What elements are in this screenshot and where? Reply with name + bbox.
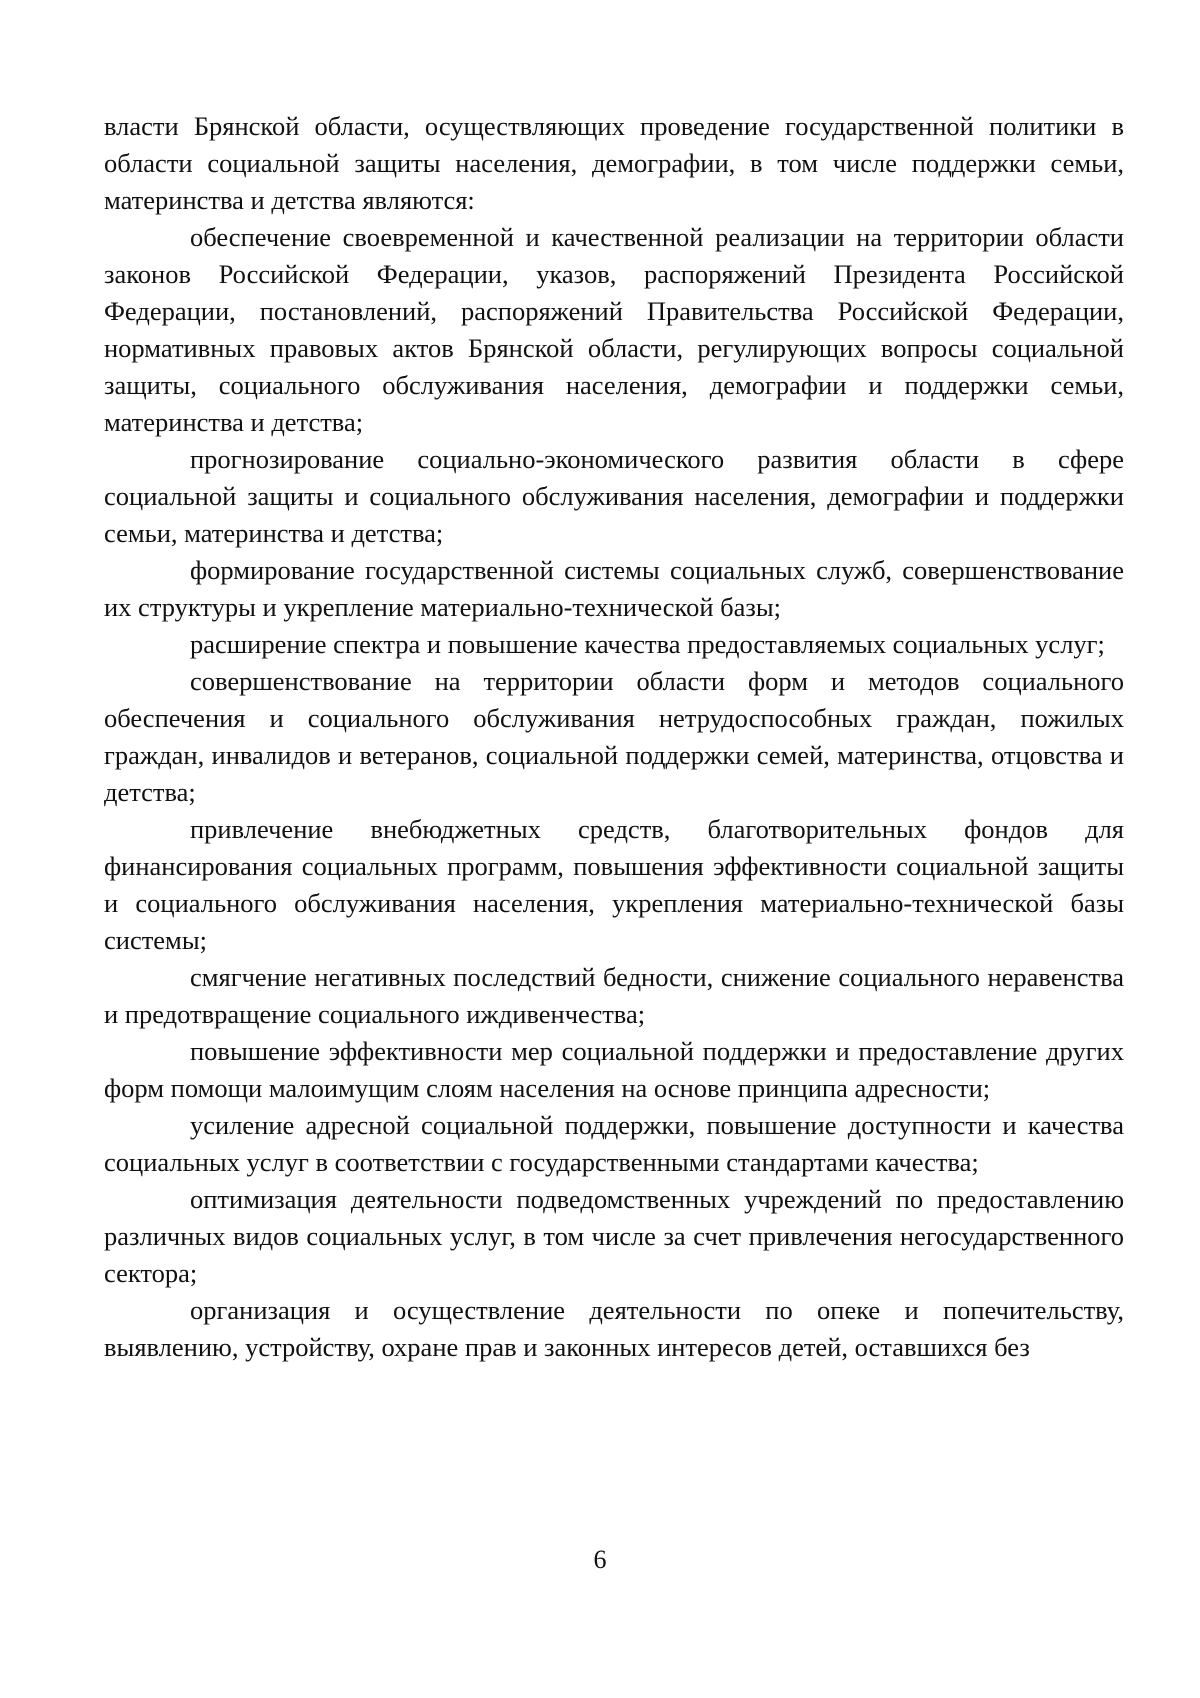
list-item-3: формирование государственной системы социальных служб, совершенствование их структуры и укрепление материально-технической базы;: [104, 555, 1124, 622]
list-item-4: расширение спектра и повышение качества предоставляемых социальных услуг;: [190, 629, 1105, 659]
list-item-1: обеспечение своевременной и качественной реализации на территории области законов Российской Федерации, указов, распоряжений Президента Российской Федерации, постановлений, распоряжений Правительства Российской Федерации, нормативных правовых актов Брянской области, регулирующих вопросы социальной защиты, социального обслуживания населения, демографии и поддержки семьи, материнства и детства;: [104, 222, 1124, 437]
list-item-11: организация и осуществление деятельности по опеке и попечительству, выявлению, устройству, охране прав и законных интересов детей, оставшихся без: [104, 1295, 1124, 1362]
list-item-5: совершенствование на территории области форм и методов социального обеспечения и социального обслуживания нетрудоспособных граждан, пожилых граждан, инвалидов и ветеранов, социальной поддержки семей, материнства, отцовства и детства;: [104, 666, 1124, 807]
list-item-10: оптимизация деятельности подведомственных учреждений по предоставлению различных видов социальных услуг, в том числе за счет привлечения негосударственного сектора;: [104, 1184, 1124, 1288]
list-item-9: усиление адресной социальной поддержки, повышение доступности и качества социальных услуг в соответствии с государственными стандартами качества;: [104, 1110, 1124, 1177]
list-item-2: прогнозирование социально-экономического развития области в сфере социальной защиты и социального обслуживания населения, демографии и поддержки семьи, материнства и детства;: [104, 444, 1124, 548]
intro-paragraph: власти Брянской области, осуществляющих проведение государственной политики в области социальной защиты населения, демографии, в том числе поддержки семьи, материнства и детства являются:: [104, 111, 1124, 215]
page-number: 6: [593, 1545, 607, 1574]
list-item-6: привлечение внебюджетных средств, благотворительных фондов для финансирования социальных программ, повышения эффективности социальной защиты и социального обслуживания населения, укрепления материально-технической базы системы;: [104, 814, 1124, 955]
list-item-7: смягчение негативных последствий бедности, снижение социального неравенства и предотвращение социального иждивенчества;: [104, 962, 1124, 1029]
list-item-8: повышение эффективности мер социальной поддержки и предоставление других форм помощи малоимущим слоям населения на основе принципа адресности;: [104, 1036, 1124, 1103]
document-body: [104, 108, 1124, 1366]
